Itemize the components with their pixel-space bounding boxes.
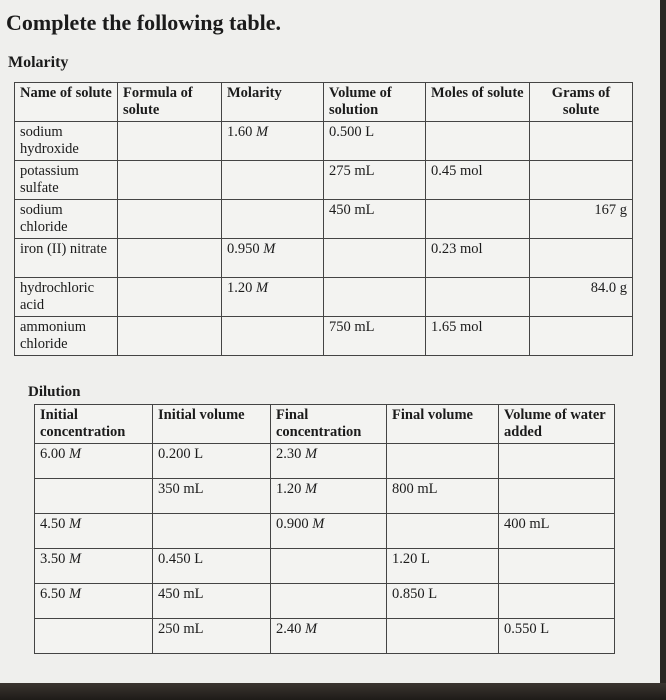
dilution-cell[interactable] xyxy=(153,514,271,549)
molarity-cell[interactable]: 275 mL xyxy=(324,161,426,200)
molarity-cell[interactable] xyxy=(426,278,530,317)
dilution-header-initial-concentration: Initial concentration xyxy=(35,405,153,444)
dilution-header-initial-volume: Initial volume xyxy=(153,405,271,444)
dilution-cell[interactable] xyxy=(499,444,615,479)
molarity-cell[interactable]: 0.23 mol xyxy=(426,239,530,278)
molarity-cell[interactable] xyxy=(324,239,426,278)
molarity-cell[interactable]: 0.950 M xyxy=(222,239,324,278)
dilution-cell[interactable]: 0.450 L xyxy=(153,549,271,584)
dilution-cell[interactable] xyxy=(271,584,387,619)
dilution-table-row xyxy=(35,514,615,549)
molarity-header-moles: Moles of solute xyxy=(426,83,530,122)
dilution-heading: Dilution xyxy=(28,384,81,400)
molarity-table xyxy=(14,82,633,356)
molarity-table-row xyxy=(15,278,633,317)
molarity-header-name: Name of solute xyxy=(15,83,118,122)
molarity-heading: Molarity xyxy=(8,54,69,71)
molarity-cell[interactable] xyxy=(324,278,426,317)
dilution-table-row xyxy=(35,619,615,654)
molarity-cell[interactable] xyxy=(530,161,633,200)
dilution-cell[interactable]: 0.850 L xyxy=(387,584,499,619)
dilution-cell[interactable]: 6.00 M xyxy=(35,444,153,479)
dilution-cell[interactable]: 2.40 M xyxy=(271,619,387,654)
dilution-cell[interactable]: 400 mL xyxy=(499,514,615,549)
dilution-cell[interactable] xyxy=(387,444,499,479)
dilution-header-final-volume: Final volume xyxy=(387,405,499,444)
dilution-cell[interactable] xyxy=(271,549,387,584)
molarity-cell[interactable] xyxy=(222,161,324,200)
dilution-cell[interactable] xyxy=(387,619,499,654)
molarity-cell[interactable] xyxy=(118,317,222,356)
molarity-cell[interactable] xyxy=(118,200,222,239)
dilution-table-row xyxy=(35,444,615,479)
dilution-cell[interactable] xyxy=(35,619,153,654)
molarity-cell[interactable]: ammonium chloride xyxy=(15,317,118,356)
molarity-cell[interactable]: 1.60 M xyxy=(222,122,324,161)
molarity-cell[interactable]: 1.20 M xyxy=(222,278,324,317)
molarity-header-grams: Grams of solute xyxy=(530,83,633,122)
molarity-cell[interactable] xyxy=(426,122,530,161)
dilution-cell[interactable]: 6.50 M xyxy=(35,584,153,619)
molarity-cell[interactable] xyxy=(118,278,222,317)
molarity-cell[interactable]: hydrochloric acid xyxy=(15,278,118,317)
molarity-cell[interactable]: 0.500 L xyxy=(324,122,426,161)
dilution-cell[interactable]: 350 mL xyxy=(153,479,271,514)
molarity-cell[interactable] xyxy=(530,317,633,356)
dilution-cell[interactable]: 2.30 M xyxy=(271,444,387,479)
molarity-cell[interactable] xyxy=(426,200,530,239)
molarity-cell[interactable]: 167 g xyxy=(530,200,633,239)
dilution-header-water-added: Volume of water added xyxy=(499,405,615,444)
dilution-cell[interactable]: 450 mL xyxy=(153,584,271,619)
molarity-cell[interactable]: 0.45 mol xyxy=(426,161,530,200)
molarity-header-volume: Volume of solution xyxy=(324,83,426,122)
dilution-cell[interactable]: 0.200 L xyxy=(153,444,271,479)
dilution-table xyxy=(34,404,615,654)
molarity-header-molarity: Molarity xyxy=(222,83,324,122)
molarity-table-row xyxy=(15,200,633,239)
molarity-cell[interactable] xyxy=(222,317,324,356)
molarity-cell[interactable]: sodium chloride xyxy=(15,200,118,239)
dilution-table-row xyxy=(35,479,615,514)
dilution-cell[interactable] xyxy=(499,479,615,514)
molarity-cell[interactable]: 750 mL xyxy=(324,317,426,356)
dilution-cell[interactable]: 250 mL xyxy=(153,619,271,654)
dilution-table-row xyxy=(35,584,615,619)
dilution-cell[interactable]: 1.20 L xyxy=(387,549,499,584)
dilution-cell[interactable]: 0.900 M xyxy=(271,514,387,549)
molarity-cell[interactable] xyxy=(118,161,222,200)
molarity-cell[interactable]: potassium sulfate xyxy=(15,161,118,200)
dilution-cell[interactable]: 1.20 M xyxy=(271,479,387,514)
dilution-table-row xyxy=(35,549,615,584)
molarity-cell[interactable]: sodium hydroxide xyxy=(15,122,118,161)
molarity-cell[interactable] xyxy=(530,122,633,161)
molarity-table-row xyxy=(15,122,633,161)
desk-edge xyxy=(0,683,666,700)
molarity-header-formula: Formula of solute xyxy=(118,83,222,122)
molarity-table-row xyxy=(15,239,633,278)
page-title: Complete the following table. xyxy=(6,10,281,35)
dilution-cell[interactable]: 800 mL xyxy=(387,479,499,514)
dilution-cell[interactable] xyxy=(35,479,153,514)
dilution-cell[interactable]: 0.550 L xyxy=(499,619,615,654)
molarity-cell[interactable]: 1.65 mol xyxy=(426,317,530,356)
molarity-table-row xyxy=(15,317,633,356)
molarity-cell[interactable] xyxy=(118,122,222,161)
molarity-cell[interactable] xyxy=(118,239,222,278)
molarity-cell[interactable]: 450 mL xyxy=(324,200,426,239)
dilution-cell[interactable] xyxy=(387,514,499,549)
dilution-cell[interactable] xyxy=(499,584,615,619)
molarity-cell[interactable]: iron (II) nitrate xyxy=(15,239,118,278)
dilution-cell[interactable] xyxy=(499,549,615,584)
dilution-cell[interactable]: 3.50 M xyxy=(35,549,153,584)
molarity-cell[interactable] xyxy=(222,200,324,239)
molarity-cell[interactable]: 84.0 g xyxy=(530,278,633,317)
molarity-cell[interactable] xyxy=(530,239,633,278)
dilution-cell[interactable]: 4.50 M xyxy=(35,514,153,549)
molarity-table-row xyxy=(15,161,633,200)
dilution-header-final-concentration: Final concentration xyxy=(271,405,387,444)
